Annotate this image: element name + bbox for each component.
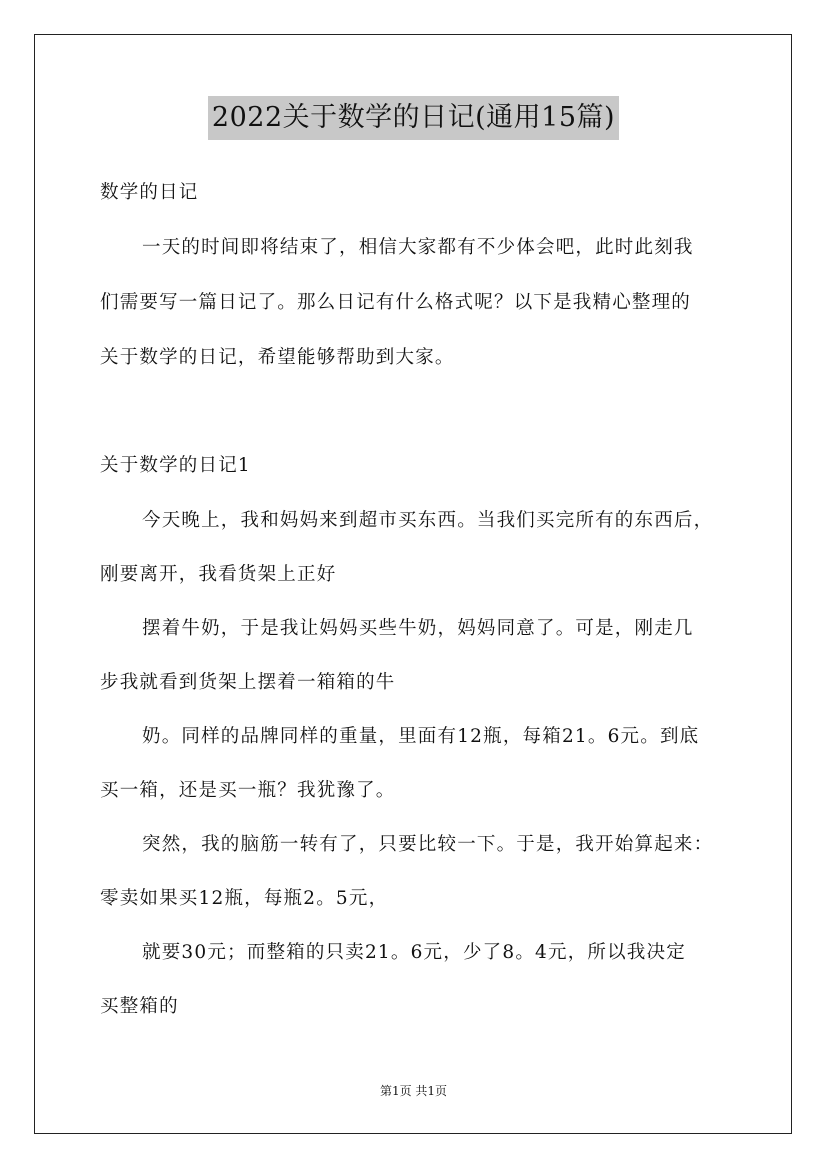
document-title: 2022关于数学的日记(通用15篇) — [208, 96, 619, 140]
intro-line-2: 们需要写一篇日记了。那么日记有什么格式呢？以下是我精心整理的 — [100, 292, 692, 313]
paragraph-1-line-1: 今天晚上，我和妈妈来到超市买东西。当我们买完所有的东西后， — [142, 510, 714, 531]
page-footer: 第1页 共1页 — [379, 1084, 448, 1098]
intro-line-1: 一天的时间即将结束了，相信大家都有不少体会吧，此时此刻我 — [142, 237, 694, 258]
paragraph-5-line-2: 买整箱的 — [100, 996, 179, 1017]
section-heading: 数学的日记 — [100, 182, 199, 203]
paragraph-2-line-1: 摆着牛奶，于是我让妈妈买些牛奶，妈妈同意了。可是，刚走几 — [142, 618, 694, 639]
paragraph-4-line-1: 突然，我的脑筋一转有了，只要比较一下。于是，我开始算起来： — [142, 834, 714, 855]
entry-title: 关于数学的日记1 — [100, 455, 251, 476]
paragraph-4-line-2: 零卖如果买12瓶，每瓶2。5元， — [100, 888, 389, 909]
paragraph-5-line-1: 就要30元；而整箱的只卖21。6元，少了8。4元，所以我决定 — [142, 942, 686, 963]
paragraph-2-line-2: 步我就看到货架上摆着一箱箱的牛 — [100, 672, 396, 693]
title-container — [0, 96, 827, 140]
paragraph-3-line-2: 买一箱，还是买一瓶？我犹豫了。 — [100, 780, 396, 801]
intro-line-3: 关于数学的日记，希望能够帮助到大家。 — [100, 347, 455, 368]
paragraph-1-line-2: 刚要离开，我看货架上正好 — [100, 564, 337, 585]
paragraph-3-line-1: 奶。同样的品牌同样的重量，里面有12瓶，每箱21。6元。到底 — [142, 726, 700, 747]
